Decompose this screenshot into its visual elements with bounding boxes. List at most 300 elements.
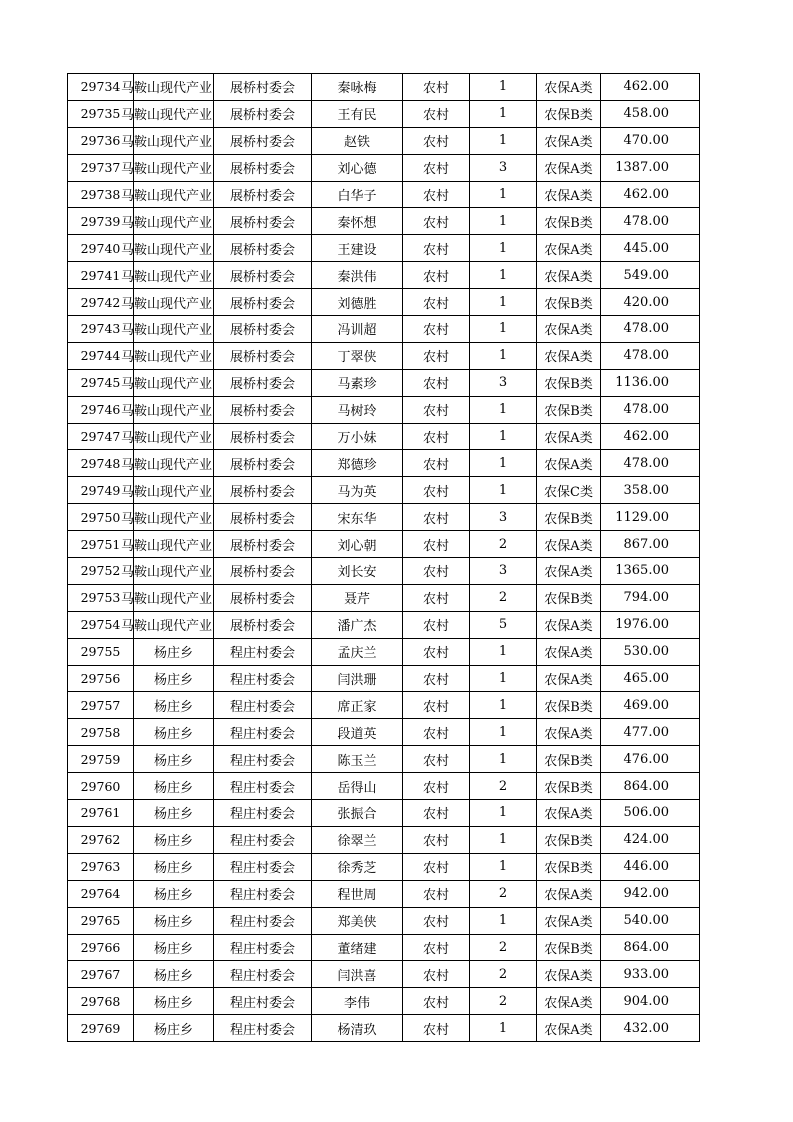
table-row [68, 692, 700, 719]
record-id-cell: 29738 [68, 181, 134, 208]
township-label: 杨庄乡 [153, 673, 193, 689]
household-count-cell: 2 [470, 988, 537, 1015]
amount-cell: 462.00 [601, 423, 700, 450]
township-label: 杨庄乡 [153, 1022, 193, 1038]
village-committee-cell: 程庄村委会 [214, 800, 312, 827]
amount-cell: 445.00 [601, 235, 700, 262]
household-count-cell: 1 [470, 800, 537, 827]
household-count-cell: 1 [470, 692, 537, 719]
amount-cell: 469.00 [601, 692, 700, 719]
township-cell [121, 127, 214, 154]
amount-cell: 867.00 [601, 531, 700, 558]
table-row [68, 907, 700, 934]
area-type-cell: 农村 [403, 692, 470, 719]
record-id-cell: 29736 [68, 127, 134, 154]
township-label: 马鞍山现代产业 [121, 565, 213, 581]
amount-cell: 933.00 [601, 961, 700, 988]
household-count-cell: 1 [470, 316, 537, 343]
area-type-cell: 农村 [403, 477, 470, 504]
township-label: 马鞍山现代产业 [121, 296, 213, 312]
area-type-cell: 农村 [403, 880, 470, 907]
table-row [68, 208, 700, 235]
person-name-cell: 张振合 [312, 800, 403, 827]
insurance-category-cell: 农保B类 [537, 934, 601, 961]
insurance-category-cell: 农保A类 [537, 800, 601, 827]
amount-cell: 904.00 [601, 988, 700, 1015]
insurance-category-cell: 农保B类 [537, 692, 601, 719]
township-cell [121, 235, 214, 262]
area-type-cell: 农村 [403, 907, 470, 934]
person-name-cell: 闫洪珊 [312, 665, 403, 692]
records-table-body [68, 74, 700, 1042]
record-id-cell: 29762 [68, 826, 134, 853]
amount-cell: 942.00 [601, 880, 700, 907]
person-name-cell: 马为英 [312, 477, 403, 504]
area-type-cell: 农村 [403, 1015, 470, 1042]
township-label: 马鞍山现代产业 [121, 189, 213, 204]
household-count-cell: 3 [470, 558, 537, 585]
person-name-cell: 李伟 [312, 988, 403, 1015]
township-label: 马鞍山现代产业 [121, 377, 213, 393]
township-cell [121, 74, 214, 101]
household-count-cell: 1 [470, 181, 537, 208]
area-type-cell: 农村 [403, 423, 470, 450]
household-count-cell: 1 [470, 423, 537, 450]
amount-cell: 1129.00 [601, 504, 700, 531]
record-id-cell: 29745 [68, 369, 134, 396]
township-cell [134, 719, 214, 746]
person-name-cell: 席正家 [312, 692, 403, 719]
area-type-cell: 农村 [403, 450, 470, 477]
village-committee-cell: 程庄村委会 [214, 773, 312, 800]
amount-cell: 424.00 [601, 826, 700, 853]
amount-cell: 446.00 [601, 853, 700, 880]
household-count-cell: 1 [470, 100, 537, 127]
amount-cell: 540.00 [601, 907, 700, 934]
area-type-cell: 农村 [403, 746, 470, 773]
table-row [68, 746, 700, 773]
person-name-cell: 郑美侠 [312, 907, 403, 934]
area-type-cell: 农村 [403, 369, 470, 396]
township-label: 杨庄乡 [153, 861, 193, 877]
record-id-cell: 29748 [68, 450, 134, 477]
person-name-cell: 刘德胜 [312, 289, 403, 316]
insurance-category-cell: 农保A类 [537, 665, 601, 692]
record-id-cell: 29761 [68, 800, 134, 827]
insurance-category-cell: 农保B类 [537, 100, 601, 127]
area-type-cell: 农村 [403, 74, 470, 101]
township-label: 马鞍山现代产业 [121, 431, 213, 447]
township-label: 马鞍山现代产业 [121, 162, 213, 178]
records-table [67, 73, 700, 1042]
record-id-cell: 29759 [68, 746, 134, 773]
township-cell [121, 181, 214, 208]
amount-cell: 506.00 [601, 800, 700, 827]
area-type-cell: 农村 [403, 719, 470, 746]
insurance-category-cell: 农保A类 [537, 127, 601, 154]
village-committee-cell: 展桥村委会 [214, 289, 312, 316]
insurance-category-cell: 农保B类 [537, 369, 601, 396]
table-row [68, 880, 700, 907]
table-row [68, 235, 700, 262]
person-name-cell: 秦怀想 [312, 208, 403, 235]
township-cell [134, 1015, 214, 1042]
person-name-cell: 丁翠侠 [312, 342, 403, 369]
table-row [68, 611, 700, 638]
table-row [68, 934, 700, 961]
person-name-cell: 白华子 [312, 181, 403, 208]
record-id-cell: 29768 [68, 988, 134, 1015]
insurance-category-cell: 农保A类 [537, 611, 601, 638]
amount-cell: 1136.00 [601, 369, 700, 396]
village-committee-cell: 展桥村委会 [214, 423, 312, 450]
area-type-cell: 农村 [403, 396, 470, 423]
table-row [68, 450, 700, 477]
person-name-cell: 闫洪喜 [312, 961, 403, 988]
village-committee-cell: 程庄村委会 [214, 665, 312, 692]
record-id-cell: 29763 [68, 853, 134, 880]
township-label: 马鞍山现代产业 [121, 269, 213, 285]
table-row [68, 638, 700, 665]
insurance-category-cell: 农保A类 [537, 154, 601, 181]
table-row [68, 100, 700, 127]
insurance-category-cell: 农保B类 [537, 396, 601, 423]
household-count-cell: 1 [470, 719, 537, 746]
village-committee-cell: 程庄村委会 [214, 692, 312, 719]
table-row [68, 316, 700, 343]
township-cell [121, 316, 214, 343]
record-id-cell: 29760 [68, 773, 134, 800]
person-name-cell: 赵铁 [312, 127, 403, 154]
township-label: 杨庄乡 [153, 888, 193, 904]
area-type-cell: 农村 [403, 826, 470, 853]
amount-cell: 864.00 [601, 934, 700, 961]
record-id-cell: 29757 [68, 692, 134, 719]
township-label: 杨庄乡 [153, 646, 193, 662]
township-cell [134, 853, 214, 880]
person-name-cell: 刘心朝 [312, 531, 403, 558]
area-type-cell: 农村 [403, 558, 470, 585]
township-cell [121, 100, 214, 127]
amount-cell: 470.00 [601, 127, 700, 154]
village-committee-cell: 展桥村委会 [214, 369, 312, 396]
township-cell [121, 558, 214, 585]
township-label: 杨庄乡 [153, 780, 193, 796]
person-name-cell: 杨清玖 [312, 1015, 403, 1042]
table-row [68, 423, 700, 450]
insurance-category-cell: 农保B类 [537, 853, 601, 880]
village-committee-cell: 展桥村委会 [214, 74, 312, 101]
township-label: 马鞍山现代产业 [121, 511, 213, 527]
household-count-cell: 5 [470, 611, 537, 638]
township-label: 马鞍山现代产业 [121, 404, 213, 420]
person-name-cell: 董绪建 [312, 934, 403, 961]
area-type-cell: 农村 [403, 316, 470, 343]
table-row [68, 396, 700, 423]
table-row [68, 369, 700, 396]
village-committee-cell: 程庄村委会 [214, 1015, 312, 1042]
insurance-category-cell: 农保A类 [537, 1015, 601, 1042]
township-cell [121, 369, 214, 396]
record-id-cell: 29739 [68, 208, 134, 235]
insurance-category-cell: 农保A类 [537, 74, 601, 101]
township-cell [121, 423, 214, 450]
township-label: 马鞍山现代产业 [121, 457, 213, 473]
township-cell [121, 342, 214, 369]
township-cell [134, 746, 214, 773]
township-cell [134, 773, 214, 800]
table-row [68, 181, 700, 208]
table-row [68, 773, 700, 800]
household-count-cell: 1 [470, 450, 537, 477]
amount-cell: 478.00 [601, 342, 700, 369]
table-row [68, 988, 700, 1015]
insurance-category-cell: 农保A类 [537, 342, 601, 369]
record-id-cell: 29747 [68, 423, 134, 450]
person-name-cell: 徐翠兰 [312, 826, 403, 853]
township-label: 马鞍山现代产业 [121, 81, 213, 97]
person-name-cell: 王有民 [312, 100, 403, 127]
record-id-cell: 29755 [68, 638, 134, 665]
insurance-category-cell: 农保A类 [537, 423, 601, 450]
table-row [68, 262, 700, 289]
area-type-cell: 农村 [403, 934, 470, 961]
record-id-cell: 29746 [68, 396, 134, 423]
township-label: 马鞍山现代产业 [121, 108, 213, 124]
village-committee-cell: 程庄村委会 [214, 988, 312, 1015]
area-type-cell: 农村 [403, 638, 470, 665]
township-label: 马鞍山现代产业 [121, 538, 213, 554]
table-row [68, 342, 700, 369]
household-count-cell: 1 [470, 477, 537, 504]
insurance-category-cell: 农保A类 [537, 181, 601, 208]
area-type-cell: 农村 [403, 235, 470, 262]
record-id-cell: 29751 [68, 531, 134, 558]
area-type-cell: 农村 [403, 988, 470, 1015]
person-name-cell: 郑德珍 [312, 450, 403, 477]
table-row [68, 127, 700, 154]
village-committee-cell: 展桥村委会 [214, 504, 312, 531]
area-type-cell: 农村 [403, 289, 470, 316]
insurance-category-cell: 农保C类 [537, 477, 601, 504]
amount-cell: 794.00 [601, 584, 700, 611]
person-name-cell: 程世周 [312, 880, 403, 907]
household-count-cell: 3 [470, 154, 537, 181]
record-id-cell: 29744 [68, 342, 134, 369]
township-cell [134, 934, 214, 961]
household-count-cell: 1 [470, 907, 537, 934]
township-cell [121, 450, 214, 477]
amount-cell: 477.00 [601, 719, 700, 746]
village-committee-cell: 程庄村委会 [214, 853, 312, 880]
township-cell [121, 154, 214, 181]
amount-cell: 864.00 [601, 773, 700, 800]
amount-cell: 358.00 [601, 477, 700, 504]
township-label: 杨庄乡 [153, 968, 193, 984]
village-committee-cell: 展桥村委会 [214, 181, 312, 208]
table-row [68, 1015, 700, 1042]
insurance-category-cell: 农保A类 [537, 558, 601, 585]
record-id-cell: 29769 [68, 1015, 134, 1042]
township-cell [134, 638, 214, 665]
insurance-category-cell: 农保B类 [537, 746, 601, 773]
person-name-cell: 冯训超 [312, 316, 403, 343]
township-cell [121, 477, 214, 504]
household-count-cell: 1 [470, 289, 537, 316]
table-row [68, 558, 700, 585]
insurance-category-cell: 农保B类 [537, 208, 601, 235]
area-type-cell: 农村 [403, 208, 470, 235]
person-name-cell: 刘心德 [312, 154, 403, 181]
record-id-cell: 29767 [68, 961, 134, 988]
table-row [68, 853, 700, 880]
village-committee-cell: 展桥村委会 [214, 531, 312, 558]
record-id-cell: 29734 [68, 74, 134, 101]
insurance-category-cell: 农保A类 [537, 638, 601, 665]
amount-cell: 476.00 [601, 746, 700, 773]
township-cell [121, 504, 214, 531]
insurance-category-cell: 农保B类 [537, 289, 601, 316]
person-name-cell: 秦洪伟 [312, 262, 403, 289]
record-id-cell: 29750 [68, 504, 134, 531]
amount-cell: 1387.00 [601, 154, 700, 181]
township-label: 马鞍山现代产业 [121, 215, 213, 231]
record-id-cell: 29743 [68, 316, 134, 343]
person-name-cell: 陈玉兰 [312, 746, 403, 773]
table-row [68, 154, 700, 181]
insurance-category-cell: 农保B类 [537, 584, 601, 611]
township-label: 杨庄乡 [153, 941, 193, 957]
table-row [68, 74, 700, 101]
insurance-category-cell: 农保A类 [537, 450, 601, 477]
township-cell [121, 611, 214, 638]
township-cell [134, 826, 214, 853]
record-id-cell: 29752 [68, 558, 134, 585]
record-id-cell: 29742 [68, 289, 134, 316]
village-committee-cell: 展桥村委会 [214, 208, 312, 235]
village-committee-cell: 程庄村委会 [214, 961, 312, 988]
township-label: 马鞍山现代产业 [121, 323, 213, 339]
person-name-cell: 徐秀芝 [312, 853, 403, 880]
insurance-category-cell: 农保A类 [537, 262, 601, 289]
insurance-category-cell: 农保B类 [537, 773, 601, 800]
insurance-category-cell: 农保A类 [537, 907, 601, 934]
household-count-cell: 2 [470, 880, 537, 907]
person-name-cell: 孟庆兰 [312, 638, 403, 665]
person-name-cell: 秦咏梅 [312, 74, 403, 101]
village-committee-cell: 展桥村委会 [214, 396, 312, 423]
village-committee-cell: 展桥村委会 [214, 558, 312, 585]
table-row [68, 665, 700, 692]
household-count-cell: 1 [470, 74, 537, 101]
record-id-cell: 29756 [68, 665, 134, 692]
area-type-cell: 农村 [403, 262, 470, 289]
area-type-cell: 农村 [403, 800, 470, 827]
township-label: 马鞍山现代产业 [121, 484, 213, 500]
area-type-cell: 农村 [403, 584, 470, 611]
area-type-cell: 农村 [403, 342, 470, 369]
person-name-cell: 段道英 [312, 719, 403, 746]
township-label: 马鞍山现代产业 [121, 135, 213, 151]
township-label: 马鞍山现代产业 [121, 619, 213, 635]
township-cell [134, 692, 214, 719]
person-name-cell: 宋东华 [312, 504, 403, 531]
person-name-cell: 岳得山 [312, 773, 403, 800]
area-type-cell: 农村 [403, 181, 470, 208]
insurance-category-cell: 农保A类 [537, 235, 601, 262]
insurance-category-cell: 农保B类 [537, 826, 601, 853]
household-count-cell: 2 [470, 934, 537, 961]
area-type-cell: 农村 [403, 100, 470, 127]
household-count-cell: 1 [470, 396, 537, 423]
village-committee-cell: 程庄村委会 [214, 907, 312, 934]
village-committee-cell: 展桥村委会 [214, 342, 312, 369]
township-cell [134, 665, 214, 692]
household-count-cell: 3 [470, 504, 537, 531]
township-cell [121, 289, 214, 316]
record-id-cell: 29764 [68, 880, 134, 907]
record-id-cell: 29740 [68, 235, 134, 262]
amount-cell: 549.00 [601, 262, 700, 289]
village-committee-cell: 展桥村委会 [214, 127, 312, 154]
person-name-cell: 潘广杰 [312, 611, 403, 638]
table-row [68, 584, 700, 611]
township-cell [134, 800, 214, 827]
amount-cell: 1976.00 [601, 611, 700, 638]
township-label: 杨庄乡 [153, 753, 193, 769]
township-cell [121, 262, 214, 289]
township-label: 马鞍山现代产业 [121, 592, 213, 608]
person-name-cell: 刘长安 [312, 558, 403, 585]
record-id-cell: 29765 [68, 907, 134, 934]
amount-cell: 478.00 [601, 450, 700, 477]
insurance-category-cell: 农保B类 [537, 504, 601, 531]
amount-cell: 462.00 [601, 181, 700, 208]
area-type-cell: 农村 [403, 127, 470, 154]
amount-cell: 420.00 [601, 289, 700, 316]
township-label: 杨庄乡 [153, 807, 193, 823]
village-committee-cell: 程庄村委会 [214, 826, 312, 853]
household-count-cell: 1 [470, 127, 537, 154]
household-count-cell: 1 [470, 208, 537, 235]
area-type-cell: 农村 [403, 154, 470, 181]
village-committee-cell: 程庄村委会 [214, 638, 312, 665]
household-count-cell: 1 [470, 746, 537, 773]
amount-cell: 1365.00 [601, 558, 700, 585]
township-label: 杨庄乡 [153, 995, 193, 1011]
township-cell [134, 880, 214, 907]
township-label: 杨庄乡 [153, 699, 193, 715]
household-count-cell: 2 [470, 773, 537, 800]
township-cell [121, 584, 214, 611]
household-count-cell: 2 [470, 584, 537, 611]
table-row [68, 477, 700, 504]
amount-cell: 432.00 [601, 1015, 700, 1042]
village-committee-cell: 程庄村委会 [214, 746, 312, 773]
record-id-cell: 29753 [68, 584, 134, 611]
insurance-category-cell: 农保A类 [537, 988, 601, 1015]
household-count-cell: 3 [470, 369, 537, 396]
township-label: 杨庄乡 [153, 834, 193, 850]
village-committee-cell: 展桥村委会 [214, 262, 312, 289]
township-label: 杨庄乡 [153, 726, 193, 742]
area-type-cell: 农村 [403, 611, 470, 638]
table-row [68, 800, 700, 827]
record-id-cell: 29737 [68, 154, 134, 181]
area-type-cell: 农村 [403, 665, 470, 692]
table-row [68, 826, 700, 853]
table-row [68, 531, 700, 558]
